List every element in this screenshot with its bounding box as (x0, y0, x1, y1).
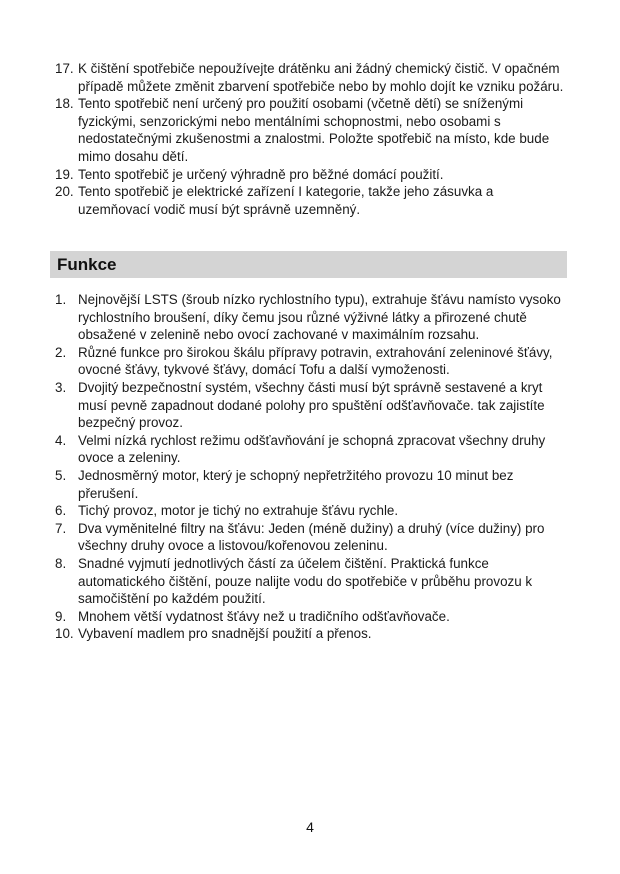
list-item (55, 555, 565, 608)
features-list (55, 291, 565, 643)
item-number: 2. (55, 344, 67, 360)
item-number: 7. (55, 520, 67, 536)
item-text: Jednosměrný motor, který je schopný nepřetržitého provozu 10 minut bez přerušení. (78, 467, 514, 501)
item-number: 8. (55, 555, 67, 571)
item-text: Tento spotřebič je elektrické zařízení I kategorie, takže jeho zásuvka a uzemňovací vodič musí být správně uzemněný. (78, 184, 494, 217)
list-item (55, 432, 565, 467)
item-number: 10. (55, 626, 74, 642)
item-text: Mnohem větší vydatnost šťávy než u tradičního odšťavňovače. (78, 608, 450, 624)
item-text: Snadné vyjmutí jednotlivých částí za účelem čištění. Praktická funkce automatického čištění, pouze nalijte vodu do spotřebiče v průběhu provozu k samočištění po každém použití. (78, 555, 533, 607)
section-heading: Funkce (50, 251, 567, 278)
list-item (55, 467, 565, 502)
item-number: 17. (55, 61, 74, 76)
item-text: K čištění spotřebiče nepoužívejte drátěnku ani žádný chemický čistič. V opačném případě můžete změnit zbarvení spotřebiče nebo by mohlo dojít ke vzniku požáru. (78, 61, 564, 94)
item-text: Dva vyměnitelné filtry na šťávu: Jeden (méně dužiny) a druhý (více dužiny) pro všechny druhy ovoce a listovou/kořenovou zeleninu. (78, 520, 545, 554)
item-number: 3. (55, 379, 67, 395)
list-item (55, 625, 565, 643)
item-number: 1. (55, 292, 67, 307)
item-text: Nejnovější LSTS (šroub nízko rychlostního typu), extrahuje šťávu namísto vysoko rychlostního broušení, díky čemu jsou různé výživné látky a přirozené chutě obsažené v zelenině nebo ovocí zachované v maximálním rozsahu. (78, 292, 561, 343)
item-text: Vybavení madlem pro snadnější použití a přenos. (78, 626, 372, 642)
page-number: 4 (306, 819, 314, 835)
item-number: 20. (55, 184, 74, 200)
item-text: Dvojitý bezpečnostní systém, všechny části musí být správně sestavené a kryt musí pevně zapadnout dodané polohy pro spuštění odšťavňovače. tak zajistíte bezpečný provoz. (78, 379, 545, 431)
list-item (55, 95, 565, 165)
list-item (55, 379, 565, 432)
list-item (55, 520, 565, 555)
item-text: Tichý provoz, motor je tichý no extrahuje šťávu rychle. (78, 503, 399, 519)
item-text: Různé funkce pro širokou škálu přípravy potravin, extrahování zeleninové šťávy, ovocné šťávy, tykvové šťávy, domácí Tofu a další vymoženosti. (78, 344, 553, 378)
safety-instructions-list (55, 60, 565, 218)
list-item (55, 502, 565, 520)
list-item (55, 183, 565, 218)
item-number: 9. (55, 608, 67, 624)
item-number: 4. (55, 432, 67, 448)
list-item (55, 60, 565, 95)
item-text: Velmi nízká rychlost režimu odšťavňování je schopná zpracovat všechny druhy ovoce a zeleniny. (78, 432, 546, 466)
list-item (55, 291, 565, 344)
list-item (55, 608, 565, 626)
item-text: Tento spotřebič není určený pro použití osobami (včetně dětí) se sníženými fyzickými, senzorickými nebo mentálními schopnostmi, nebo osobami s nedostatečnými zkušenostmi a znalostmi. Položte spotřebič na místo, kde bude mimo dosahu dětí. (78, 96, 550, 164)
item-number: 19. (55, 166, 74, 182)
item-number: 5. (55, 467, 67, 483)
item-text: Tento spotřebič je určený výhradně pro běžné domácí použití. (78, 166, 444, 182)
list-item (55, 344, 565, 379)
item-number: 6. (55, 503, 67, 519)
item-number: 18. (55, 96, 74, 112)
list-item (55, 166, 565, 184)
